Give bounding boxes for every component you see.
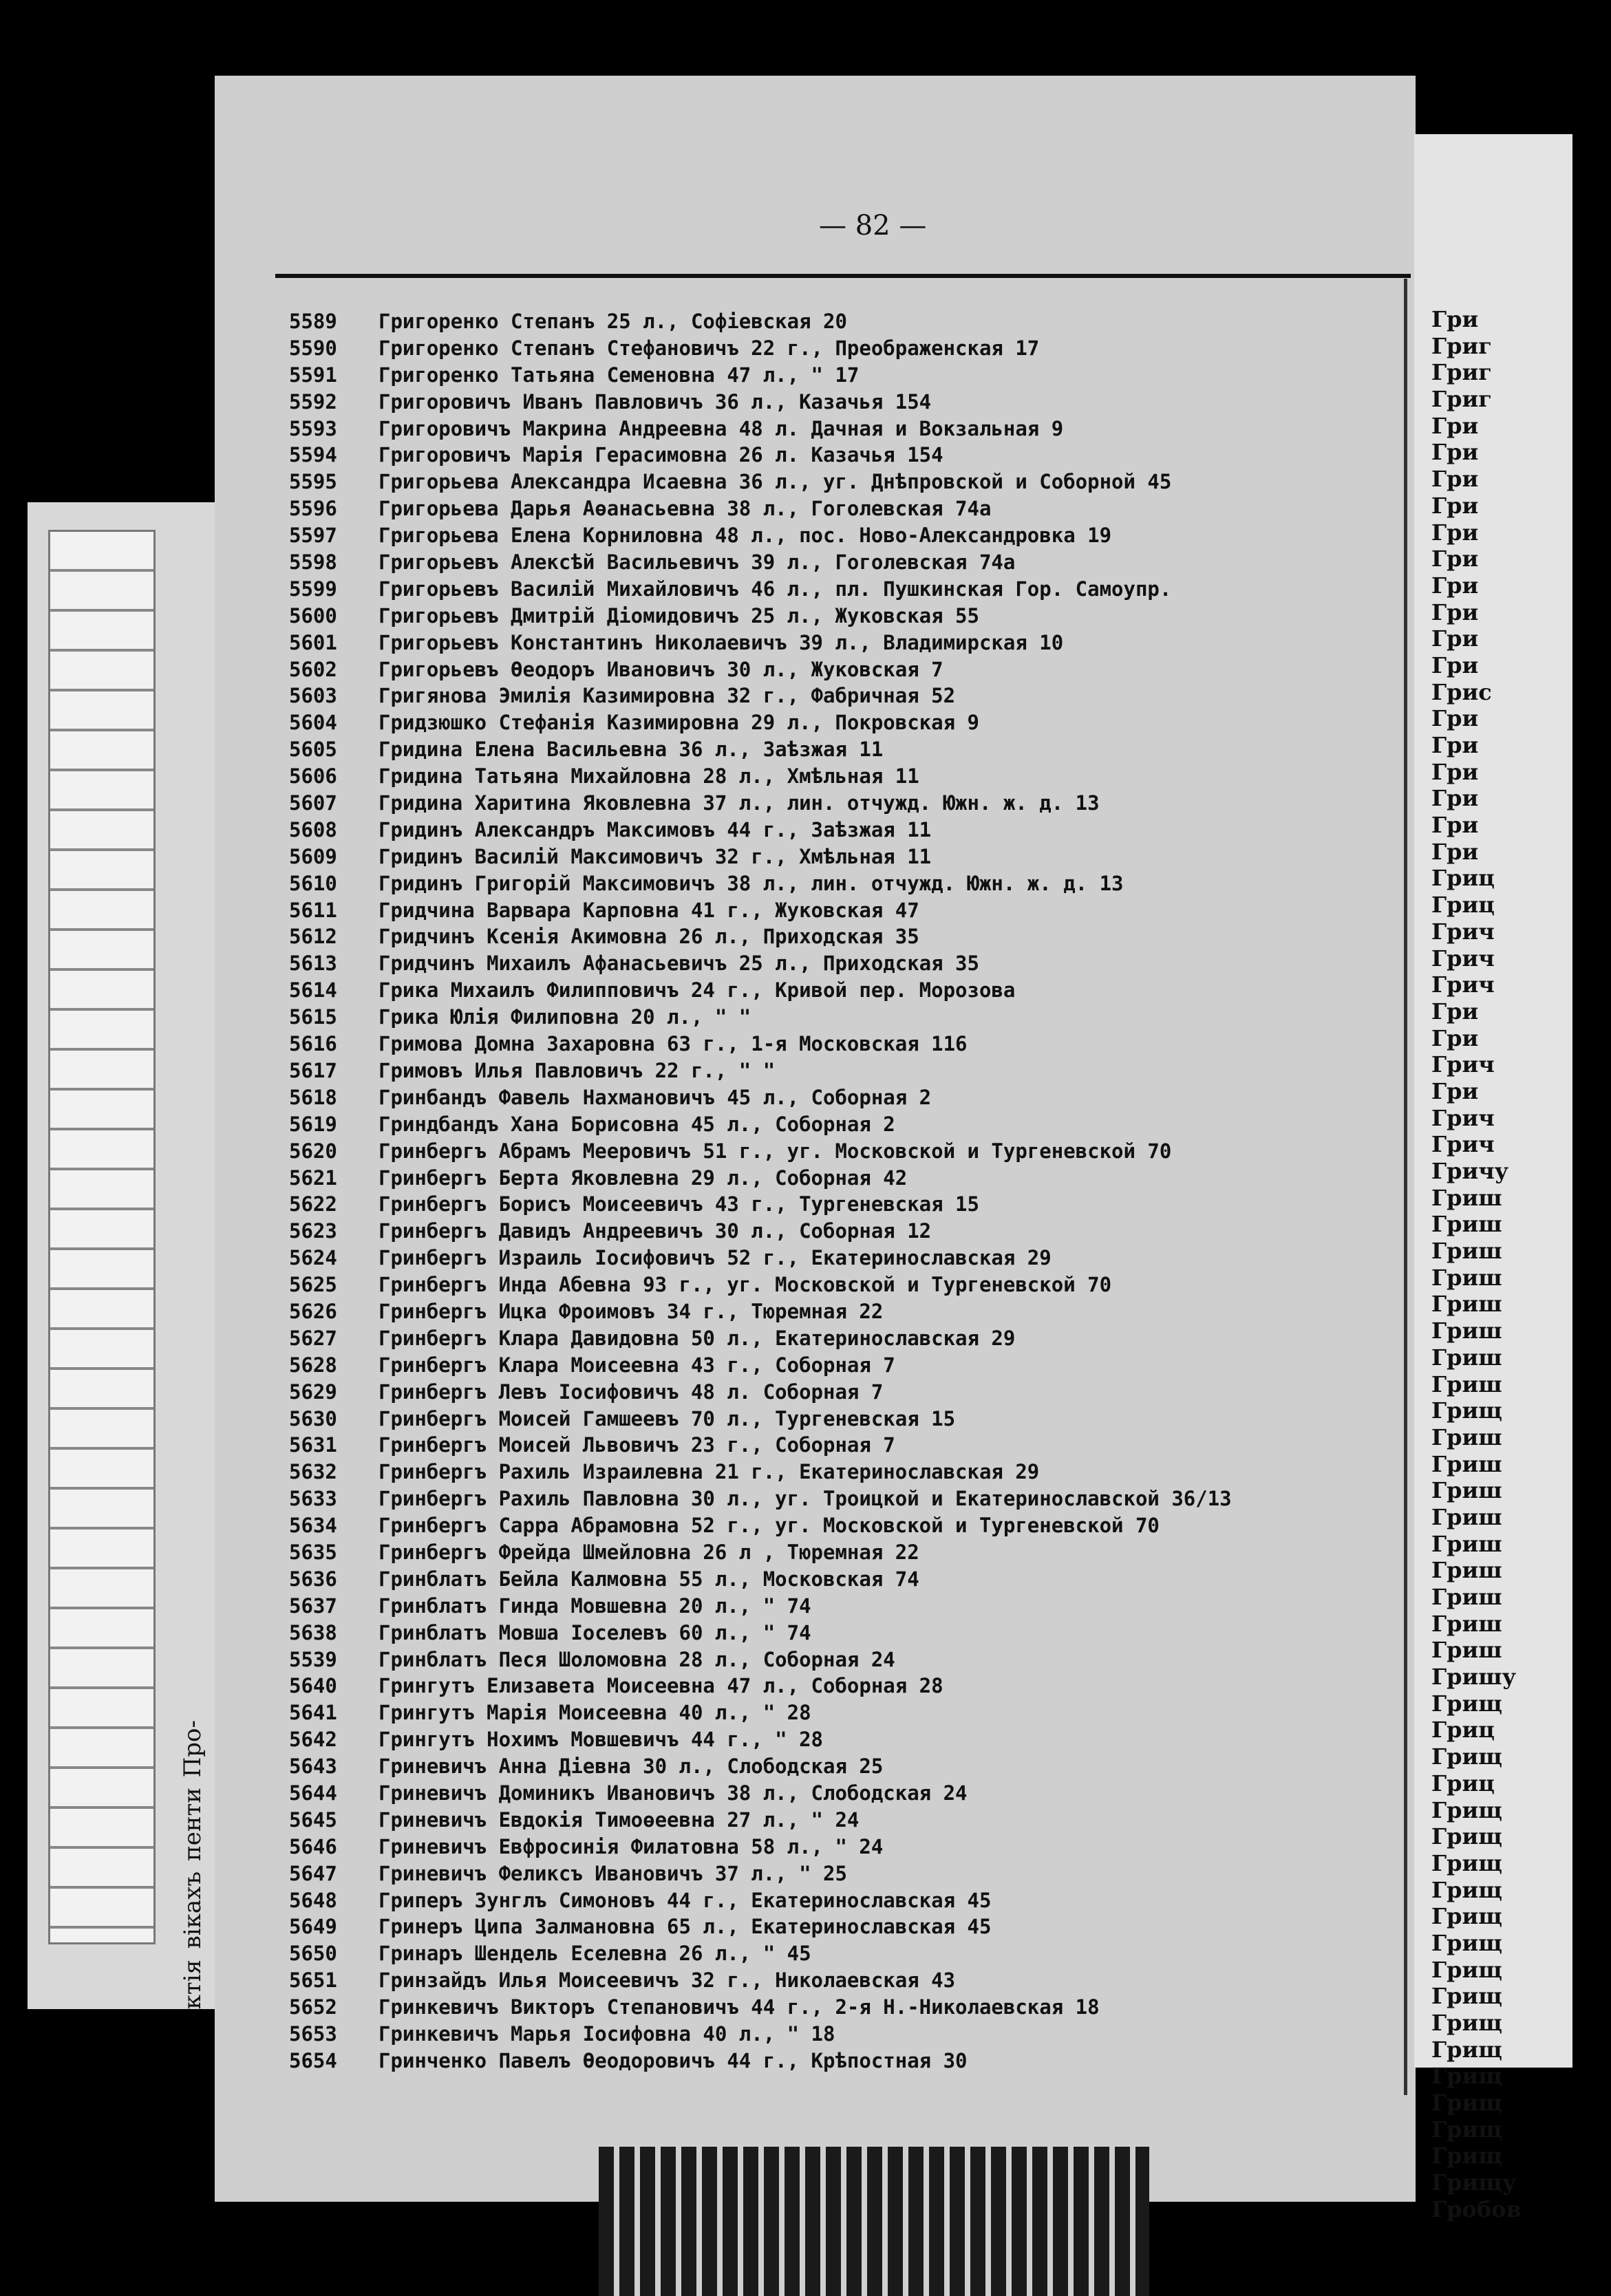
entry-text: Гринбергъ Давидъ Андреевичъ 30 л., Соборная 12 — [378, 1219, 932, 1243]
facing-page-word: Грищ — [1431, 1397, 1502, 1424]
facing-page-word: Гробов — [1431, 2196, 1522, 2222]
entry-text: Григоренко Степанъ 25 л., Софіевская 20 — [378, 310, 847, 333]
entry-text: Гринбергъ Рахиль Павловна 30 л., уг. Троицкой и Екатеринославской 36/13 — [378, 1487, 1232, 1511]
table-row — [289, 1940, 1390, 1967]
facing-page-word: Грищ — [1431, 1823, 1502, 1850]
table-row — [289, 844, 1390, 870]
entry-text: Гринбергъ Моисей Львовичъ 23 г., Соборная 7 — [378, 1433, 895, 1457]
entry-text: Грингутъ Нохимъ Мовшевичъ 44 г., " 28 — [378, 1728, 824, 1752]
entry-number: 5652 — [289, 1995, 337, 2019]
facing-page-word: Гриш — [1431, 1371, 1502, 1397]
entry-number: 5651 — [289, 1968, 337, 1993]
table-row — [289, 1566, 1390, 1593]
table-row — [289, 1593, 1390, 1620]
entry-number: 5629 — [289, 1380, 337, 1404]
column-rule — [1404, 279, 1407, 2095]
facing-page-word: Гри — [1431, 572, 1479, 599]
entry-text: Григорьева Александра Исаевна 36 л., уг. Днѣпровской и Соборной 45 — [378, 470, 1172, 494]
table-row — [289, 1967, 1390, 1994]
entry-number: 5648 — [289, 1888, 337, 1912]
entry-text: Григоренко Степанъ Стефановичъ 22 г., Преображенская 17 — [378, 336, 1040, 360]
table-row — [289, 576, 1390, 603]
entry-text: Гринбергъ Израиль Іосифовичъ 52 г., Екатеринославская 29 — [378, 1246, 1052, 1270]
entry-number: 5638 — [289, 1620, 337, 1644]
entry-text: Гридина Татьяна Михайловна 28 л., Хмѣльная 11 — [378, 764, 919, 788]
entry-text: Григянова Эмилія Казимировна 32 г., Фабричная 52 — [378, 684, 956, 708]
entry-text: Гридзюшко Стефанія Казимировна 29 л., Покровская 9 — [378, 711, 979, 735]
entry-number: 5611 — [289, 898, 337, 922]
entry-text: Гридчина Варвара Карповна 41 г., Жуковская 47 — [378, 898, 919, 922]
entry-text: Григорьевъ Алексѣй Васильевичъ 39 л., Гоголевская 74а — [378, 550, 1016, 575]
entry-text: Гринбергъ Сарра Абрамовна 52 г., уг. Московской и Тургеневской 70 — [378, 1514, 1160, 1538]
table-row — [289, 683, 1390, 709]
facing-page-word: Гриш — [1431, 1637, 1502, 1664]
header-rule — [275, 274, 1411, 278]
facing-page-word: Гри — [1431, 838, 1479, 865]
facing-page-word: Гриш — [1431, 1530, 1502, 1557]
entry-number: 5608 — [289, 817, 337, 841]
entry-number: 5613 — [289, 952, 337, 976]
entry-text: Гринбергъ Клара Давидовна 50 л., Екатеринославская 29 — [378, 1326, 1016, 1350]
table-row — [289, 1673, 1390, 1699]
facing-page-word: Гриц — [1431, 1717, 1495, 1744]
facing-page-word: Гри — [1431, 785, 1479, 812]
left-strip-word: пенти — [179, 1788, 206, 1862]
table-row — [289, 1726, 1390, 1753]
entry-text: Гринченко Павелъ Ѳеодоровичъ 44 г., Крѣпостная 30 — [378, 2048, 968, 2072]
bottom-binding-bars — [599, 2147, 1149, 2296]
entry-text: Гридина Харитина Яковлевна 37 л., лин. отчужд. Южн. ж. д. 13 — [378, 791, 1100, 815]
entry-number: 5631 — [289, 1433, 337, 1457]
entry-text: Гринбергъ Моисей Гамшеевъ 70 л., Тургеневская 15 — [378, 1406, 956, 1430]
table-row — [289, 923, 1390, 950]
entry-number: 5636 — [289, 1567, 337, 1591]
left-strip-word: Про- — [179, 1720, 206, 1778]
entry-number: 5610 — [289, 871, 337, 895]
facing-page-word: Грич — [1431, 945, 1495, 972]
table-row — [289, 977, 1390, 1004]
facing-page-word: Грич — [1431, 1051, 1495, 1078]
entry-number: 5609 — [289, 844, 337, 868]
entry-number: 5644 — [289, 1781, 337, 1805]
table-row — [289, 1111, 1390, 1138]
facing-page-word: Григ — [1431, 359, 1492, 386]
facing-page-column — [1431, 306, 1569, 2246]
entry-number: 5615 — [289, 1005, 337, 1029]
entry-number: 5601 — [289, 630, 337, 654]
facing-page-word: Гриш — [1431, 1503, 1502, 1530]
entry-number: 5623 — [289, 1219, 337, 1243]
entry-number: 5597 — [289, 524, 337, 548]
entry-number: 5632 — [289, 1460, 337, 1484]
entry-number: 5606 — [289, 764, 337, 788]
entry-number: 5591 — [289, 363, 337, 387]
entry-text: Гридинъ Григорій Максимовичъ 38 л., лин. отчужд. Южн. ж. д. 13 — [378, 871, 1124, 895]
entry-number: 5598 — [289, 550, 337, 575]
entry-number: 5624 — [289, 1246, 337, 1270]
entry-text: Гриневичъ Феликсъ Ивановичъ 37 л., " 25 — [378, 1861, 847, 1885]
facing-page-word: Грищ — [1431, 2063, 1502, 2090]
entry-text: Гримова Домна Захаровна 63 г., 1-я Московская 116 — [378, 1032, 968, 1056]
table-row — [289, 1004, 1390, 1031]
entry-number: 5628 — [289, 1353, 337, 1377]
table-row — [289, 1165, 1390, 1192]
table-row — [289, 1994, 1390, 2021]
entry-number: 5647 — [289, 1861, 337, 1885]
facing-page-word: Гриш — [1431, 1557, 1502, 1584]
table-row — [289, 709, 1390, 736]
table-row — [289, 1512, 1390, 1539]
table-row — [289, 416, 1390, 442]
facing-page-word: Грищ — [1431, 1903, 1502, 1930]
facing-page-word: Гришу — [1431, 1664, 1517, 1691]
entry-number: 5616 — [289, 1032, 337, 1056]
facing-page-word: Гри — [1431, 1077, 1479, 1104]
table-row — [289, 1218, 1390, 1245]
entry-text: Грика Михаилъ Филипповичъ 24 г., Кривой пер. Морозова — [378, 978, 1016, 1002]
facing-page-word: Грищ — [1431, 2090, 1502, 2116]
entry-text: Гриперъ Зунглъ Симоновъ 44 г., Екатеринославская 45 — [378, 1888, 992, 1912]
table-row — [289, 1887, 1390, 1914]
entry-number: 5633 — [289, 1487, 337, 1511]
facing-page-word: Гри — [1431, 439, 1479, 466]
entry-text: Григоровичъ Макрина Андреевна 48 л. Дачная и Вокзальная 9 — [378, 416, 1064, 440]
table-row — [289, 736, 1390, 763]
facing-page-word: Григ — [1431, 332, 1492, 359]
entry-text: Гринблатъ Мовша Іоселевъ 60 л., " 74 — [378, 1620, 811, 1644]
table-row — [289, 1084, 1390, 1111]
facing-page-word: Грищ — [1431, 1690, 1502, 1717]
entry-text: Гринбергъ Абрамъ Мееровичъ 51 г., уг. Московской и Тургеневской 70 — [378, 1139, 1172, 1163]
entry-text: Гридинъ Василій Максимовичъ 32 г., Хмѣльная 11 — [378, 844, 932, 868]
entry-number: 5619 — [289, 1112, 337, 1136]
table-row — [289, 1325, 1390, 1352]
table-row — [289, 1406, 1390, 1433]
facing-page-word: Гри — [1431, 306, 1479, 332]
entry-text: Гридинъ Александръ Максимовъ 44 г., Заѣзжая 11 — [378, 817, 932, 841]
table-row — [289, 1245, 1390, 1272]
facing-page-word: Гриш — [1431, 1264, 1502, 1291]
entry-number: 5590 — [289, 336, 337, 360]
entry-number: 5626 — [289, 1299, 337, 1323]
facing-page-word: Гри — [1431, 546, 1479, 572]
facing-page-word: Григ — [1431, 386, 1492, 413]
facing-page-word: Гриш — [1431, 1584, 1502, 1610]
entry-text: Гринеръ Ципа Залмановна 65 л., Екатеринославская 45 — [378, 1915, 992, 1939]
table-row — [289, 2048, 1390, 2074]
entry-text: Гринбергъ Фрейда Шмейловна 26 л , Тюремная 22 — [378, 1540, 919, 1564]
entry-text: Гринблатъ Гинда Мовшевна 20 л., " 74 — [378, 1594, 811, 1618]
facing-page-word: Гри — [1431, 758, 1479, 785]
entry-text: Грингутъ Елизавета Моисеевна 47 л., Соборная 28 — [378, 1674, 943, 1698]
table-row — [289, 549, 1390, 576]
facing-page-word: Гри — [1431, 1024, 1479, 1051]
entry-number: 5594 — [289, 443, 337, 467]
facing-page-word: Гриш — [1431, 1450, 1502, 1477]
table-row — [289, 1753, 1390, 1780]
entry-number: 5600 — [289, 603, 337, 627]
table-row — [289, 1860, 1390, 1887]
entry-number: 5635 — [289, 1540, 337, 1564]
table-row — [289, 1539, 1390, 1566]
entry-number: 5641 — [289, 1701, 337, 1725]
entry-text: Гридчинъ Михаилъ Афанасьевичъ 25 л., Приходская 35 — [378, 952, 979, 976]
facing-page-word: Грищ — [1431, 2010, 1502, 2036]
entry-number: 5627 — [289, 1326, 337, 1350]
page-number: — 82 — — [819, 210, 927, 242]
entry-number: 5589 — [289, 310, 337, 333]
entry-number: 5593 — [289, 416, 337, 440]
facing-page-word: Грищу — [1431, 2169, 1517, 2196]
facing-page-word: Гри — [1431, 732, 1479, 758]
table-row — [289, 1913, 1390, 1940]
facing-page-word: Грищ — [1431, 2143, 1502, 2169]
entry-text: Гринбандъ Фавель Нахмановичъ 45 л., Соборная 2 — [378, 1085, 932, 1109]
entry-number: 5617 — [289, 1058, 337, 1082]
facing-page-word: Грис — [1431, 678, 1492, 705]
left-strip-text — [172, 1720, 213, 2009]
facing-page-word: Гри — [1431, 599, 1479, 625]
entry-text: Гринзайдъ Илья Моисеевичъ 32 г., Николаевская 43 — [378, 1968, 956, 1993]
table-row — [289, 1138, 1390, 1165]
entry-number: 5650 — [289, 1942, 337, 1966]
entry-text: Григоровичъ Иванъ Павловичъ 36 л., Казачья 154 — [378, 389, 932, 414]
table-row — [289, 817, 1390, 844]
entry-number: 5653 — [289, 2022, 337, 2046]
entry-number: 5645 — [289, 1807, 337, 1832]
table-row — [289, 522, 1390, 549]
table-row — [289, 1191, 1390, 1218]
left-strip-word: ктія — [179, 1959, 206, 2009]
entry-text: Гриневичъ Анна Діевна 30 л., Слободская 25 — [378, 1755, 884, 1779]
entry-number: 5643 — [289, 1755, 337, 1779]
facing-page-word: Гри — [1431, 625, 1479, 652]
entry-number: 5642 — [289, 1728, 337, 1752]
entry-number: 5621 — [289, 1166, 337, 1190]
table-row — [289, 1834, 1390, 1860]
facing-page-word: Гриш — [1431, 1291, 1502, 1318]
entry-number: 5596 — [289, 497, 337, 521]
table-row — [289, 897, 1390, 924]
facing-page-word: Грич — [1431, 918, 1495, 945]
facing-page-word: Гричу — [1431, 1158, 1509, 1184]
facing-page-word: Гри — [1431, 705, 1479, 732]
facing-page-word: Грищ — [1431, 2036, 1502, 2063]
table-row — [289, 870, 1390, 897]
facing-page-word: Гриц — [1431, 865, 1495, 892]
facing-page-word: Гри — [1431, 998, 1479, 1024]
entry-text: Гридчинъ Ксенія Акимовна 26 л., Приходская 35 — [378, 925, 919, 949]
entry-text: Грингутъ Марія Моисеевна 40 л., " 28 — [378, 1701, 811, 1725]
entry-number: 5539 — [289, 1647, 337, 1671]
table-row — [289, 442, 1390, 469]
entry-text: Григорьевъ Ѳеодоръ Ивановичъ 30 л., Жуковская 7 — [378, 657, 943, 681]
table-row — [289, 1620, 1390, 1646]
entry-text: Грика Юлія Филиповна 20 л., " " — [378, 1005, 751, 1029]
table-row — [289, 1699, 1390, 1726]
entry-number: 5599 — [289, 577, 337, 601]
facing-page-word: Гриц — [1431, 1770, 1495, 1796]
entry-number: 5625 — [289, 1273, 337, 1297]
facing-page-word: Гриш — [1431, 1610, 1502, 1637]
entry-number: 5634 — [289, 1514, 337, 1538]
facing-page-word: Гриш — [1431, 1238, 1502, 1265]
table-row — [289, 2021, 1390, 2048]
entry-text: Гринбергъ Берта Яковлевна 29 л., Соборная 42 — [378, 1166, 908, 1190]
table-row — [289, 362, 1390, 389]
facing-page-word: Гриш — [1431, 1318, 1502, 1344]
facing-page-word: Гриш — [1431, 1344, 1502, 1371]
entry-number: 5622 — [289, 1192, 337, 1216]
facing-page-word: Гри — [1431, 466, 1479, 493]
table-row — [289, 1298, 1390, 1325]
entry-number: 5614 — [289, 978, 337, 1002]
entry-text: Григорьевъ Василій Михайловичъ 46 л., пл. Пушкинская Гор. Самоупр. — [378, 577, 1172, 601]
entry-number: 5640 — [289, 1674, 337, 1698]
left-ruled-card — [48, 530, 156, 1944]
table-row — [289, 469, 1390, 495]
table-row — [289, 656, 1390, 683]
table-row — [289, 1807, 1390, 1834]
entry-number: 5605 — [289, 738, 337, 762]
entry-text: Григоренко Татьяна Семеновна 47 л., " 17 — [378, 363, 860, 387]
entry-text: Гринкевичъ Марья Іосифовна 40 л., " 18 — [378, 2022, 835, 2046]
facing-page-word: Грищ — [1431, 1983, 1502, 2010]
table-row — [289, 308, 1390, 335]
entry-text: Григорьева Дарья Аѳанасьевна 38 л., Гоголевская 74а — [378, 497, 992, 521]
table-row — [289, 1031, 1390, 1058]
facing-page-word: Грищ — [1431, 1849, 1502, 1876]
facing-page-word: Гриц — [1431, 892, 1495, 919]
facing-page-word: Гриш — [1431, 1184, 1502, 1211]
entry-number: 5649 — [289, 1915, 337, 1939]
entry-text: Григорьева Елена Корниловна 48 л., пос. Ново-Александровка 19 — [378, 524, 1112, 548]
facing-page-word: Гриш — [1431, 1211, 1502, 1238]
entry-number: 5612 — [289, 925, 337, 949]
facing-page-word: Грич — [1431, 972, 1495, 998]
table-row — [289, 1432, 1390, 1459]
table-row — [289, 1485, 1390, 1512]
entry-text: Гринбергъ Борисъ Моисеевичъ 43 г., Тургеневская 15 — [378, 1192, 979, 1216]
entry-number: 5604 — [289, 711, 337, 735]
facing-page-word: Грищ — [1431, 1796, 1502, 1823]
table-row — [289, 1646, 1390, 1673]
table-row — [289, 1459, 1390, 1485]
entry-text: Гриневичъ Доминикъ Ивановичъ 38 л., Слободская 24 — [378, 1781, 968, 1805]
table-row — [289, 389, 1390, 416]
facing-page-word: Гри — [1431, 652, 1479, 678]
table-row — [289, 495, 1390, 522]
entry-number: 5654 — [289, 2048, 337, 2072]
entry-number: 5595 — [289, 470, 337, 494]
entry-number: 5620 — [289, 1139, 337, 1163]
table-row — [289, 1379, 1390, 1406]
entry-text: Гринбергъ Левъ Іосифовичъ 48 л. Соборная 7 — [378, 1380, 884, 1404]
entry-text: Гриневичъ Евфросинія Филатовна 58 л., " 24 — [378, 1834, 884, 1858]
table-row — [289, 1780, 1390, 1807]
entry-text: Гримовъ Илья Павловичъ 22 г., " " — [378, 1058, 776, 1082]
facing-page-word: Гри — [1431, 412, 1479, 439]
facing-page-word: Грищ — [1431, 1744, 1502, 1770]
facing-page-word: Грищ — [1431, 1876, 1502, 1903]
facing-page-word: Гриш — [1431, 1477, 1502, 1504]
table-row — [289, 630, 1390, 656]
facing-page-word: Гри — [1431, 492, 1479, 519]
directory-entries — [289, 308, 1390, 2074]
entry-text: Гриневичъ Евдокія Тимоѳеевна 27 л., " 24 — [378, 1807, 860, 1832]
entry-text: Гринблатъ Песя Шоломовна 28 л., Соборная 24 — [378, 1647, 895, 1671]
entry-number: 5592 — [289, 389, 337, 414]
table-row — [289, 1272, 1390, 1298]
facing-page-word: Гри — [1431, 519, 1479, 546]
facing-page-word: Гри — [1431, 812, 1479, 839]
table-row — [289, 1352, 1390, 1379]
entry-text: Гринкевичъ Викторъ Степановичъ 44 г., 2-я Н.-Николаевская 18 — [378, 1995, 1100, 2019]
entry-text: Гринбергъ Рахиль Израилевна 21 г., Екатеринославская 29 — [378, 1460, 1040, 1484]
entry-text: Григорьевъ Дмитрій Діомидовичъ 25 л., Жуковская 55 — [378, 603, 979, 627]
entry-number: 5607 — [289, 791, 337, 815]
entry-text: Гринбергъ Ицка Фроимовъ 34 г., Тюремная 22 — [378, 1299, 884, 1323]
entry-text: Гринбергъ Инда Абевна 93 г., уг. Московской и Тургеневской 70 — [378, 1273, 1112, 1297]
table-row — [289, 950, 1390, 977]
facing-page-word: Грищ — [1431, 1956, 1502, 1983]
left-strip-word: вікахъ — [179, 1871, 206, 1949]
table-row — [289, 335, 1390, 362]
entry-number: 5637 — [289, 1594, 337, 1618]
entry-text: Гриндбандъ Хана Борисовна 45 л., Соборная 2 — [378, 1112, 895, 1136]
entry-text: Гридина Елена Васильевна 36 л., Заѣзжая 11 — [378, 738, 884, 762]
table-row — [289, 763, 1390, 790]
entry-text: Гринблатъ Бейла Калмовна 55 л., Московская 74 — [378, 1567, 919, 1591]
table-row — [289, 1058, 1390, 1084]
entry-number: 5603 — [289, 684, 337, 708]
facing-page-word: Грич — [1431, 1104, 1495, 1131]
entry-number: 5630 — [289, 1406, 337, 1430]
entry-number: 5618 — [289, 1085, 337, 1109]
entry-number: 5646 — [289, 1834, 337, 1858]
facing-page-edge — [1414, 134, 1572, 2222]
entry-text: Гринаръ Шендель Еселевна 26 л., " 45 — [378, 1942, 811, 1966]
facing-page-word: Грищ — [1431, 1929, 1502, 1956]
table-row — [289, 603, 1390, 630]
entry-number: 5602 — [289, 657, 337, 681]
entry-text: Григорьевъ Константинъ Николаевичъ 39 л., Владимирская 10 — [378, 630, 1064, 654]
facing-page-word: Гриш — [1431, 1424, 1502, 1450]
table-row — [289, 790, 1390, 817]
facing-page-word: Грич — [1431, 1131, 1495, 1158]
facing-page-word: Грищ — [1431, 2116, 1502, 2143]
entry-text: Григоровичъ Марія Герасимовна 26 л. Казачья 154 — [378, 443, 943, 467]
entry-text: Гринбергъ Клара Моисеевна 43 г., Соборная 7 — [378, 1353, 895, 1377]
